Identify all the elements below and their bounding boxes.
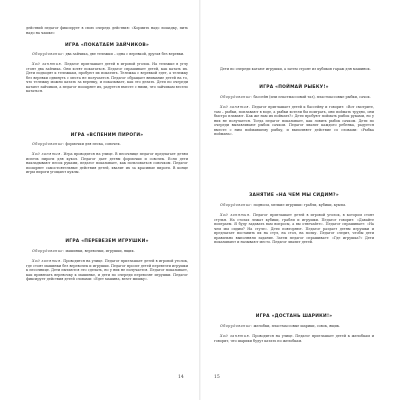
left-section-1-process: Ход занятия. Педагог приглашает детей в игровой уголок. На тележке в углу стоят два зайчика. Они хотят покататься. Педагог спрашивает детей, как катать их. Дети подходят к тележкам, пробуют их покатить. Тележка с веревкой едет, а тележку без веревки сдвинуть с места не получается. Педагог обращает внимание детей на то, что тележку можно катать за веревку, и показывает, как это делать. Дети по очереди катают зайчиков, а педагог поощряет их, радуется вместе с ними, что зайчикам весело кататься.: [26, 62, 188, 94]
right-section-1-process: Ход занятия. Педагог приглашает детей к бассейну и говорит: «Вот смотрите, там – рыбки, поплавают в воде, а рыбки хотели бы поиграть, они поймать трудно, они быстро плавают. Как же нам их поймать?» Дети пробуют поймать рыбок руками, но у них не получается. Тогда педагог показывает, как ловить рыбок сачком. Дети по очереди вылавливают рыбок сачком. Педагог хвалит каждого ребенка, радуется вместе с ним поймавшему рыбку, и выполняет действие со словами: «Рыбка поймана».: [214, 105, 374, 137]
left-section-3-title: ИГРА «ПЕРЕВЕЗЕМ ИГРУШКИ»: [65, 239, 149, 244]
paragraph-label: Оборудование:: [32, 142, 65, 146]
left-intro-text: действий педагог фиксирует в свою очередь действия: «Кормить надо лошадку, пить надо на чашке»: [26, 26, 188, 35]
right-section-2-title: ЗАНЯТИЕ «НА ЧЕМ МЫ СИДИМ?»: [249, 193, 339, 198]
right-section-3-process: Ход занятия. Проводится на улице. Педагог приглашает детей к желобкам и говорит, что шарики будут катать по желобкам.: [214, 334, 374, 343]
left-section-2-title: ИГРА «ВСПЕНИМ ПИРОГИ»: [70, 133, 144, 138]
right-section-1-title: ИГРА «ПОЙМАЙ РЫБКУ!»: [259, 85, 329, 90]
right-page-number: 15: [214, 375, 220, 380]
right-section-2-process: Ход занятия. Педагог приглашает детей в игровой уголок, в котором стоят стулья. На столах лежат кубики, грабли и игрушки. Педагог говорит: «Давайте поиграем. Я буду задавать вам вопросы, а вы отвечайте». Педагог спрашивает: «На чем мы сидим? На стуле». Дети повторяют. Педагог раздает детям игрушки и предлагает поставить их на стул, на стол, на полку. Педагог следит, чтобы дети правильно выполняли задание. Затем педагог спрашивает: «Где игрушка?» Дети показывают и называют место. Педагог хвалит детей.: [214, 213, 374, 245]
right-section-2-equipment: Оборудование: подносы, мелкие игрушки: грабли, кубики, куклы.: [220, 203, 347, 207]
paragraph-label: Ход занятия.: [32, 152, 63, 156]
right-section-3-equipment: Оборудование: желобки, пластмассовые шарики, совок, ящик.: [220, 324, 340, 328]
right-section-1-equipment: Оборудование: бассейн (или пластмассовый таз), пластмассовые рыбки, сачок.: [220, 95, 371, 99]
right-page-column: [214, 0, 374, 400]
paragraph-label: Ход занятия.: [32, 259, 63, 263]
left-section-1-equipment: Оборудование: два зайчика, две тележки – одна с веревкой, другая без веревки.: [32, 52, 185, 56]
paragraph-label: Оборудование:: [220, 95, 253, 99]
left-page-column: [26, 0, 188, 400]
right-section-3-title: ИГРА «ДОСТАНЬ ШАРИКИ!»: [255, 314, 333, 319]
left-section-2-process: Ход занятия. Игра проводится на улице. В песочнице педагог предлагает детям испечь пироги для кукол. Педагог дает детям формочки и совочек. Если дети накладывают песок руками, педагог показывает, как пользоваться совочком. Педагог поощряет самостоятельные действия детей, хвалит их за красивые пироги. В конце игры пироги угощают куклы.: [26, 152, 188, 175]
left-section-1-title: ИГРА «ПОКАТАЕМ ЗАЙЧИКОВ»: [64, 43, 150, 48]
paragraph-label: Ход занятия.: [220, 105, 251, 109]
paragraph-label: Оборудование:: [220, 203, 253, 207]
paragraph-label: Ход занятия.: [220, 334, 251, 338]
left-section-3-equipment: Оборудование: машинки, веревочки, игрушки, ящик.: [32, 249, 135, 253]
paragraph-label: Ход занятия.: [220, 213, 251, 217]
right-page: [200, 0, 400, 400]
right-intro-text: Дети по очереди катают игрушки, а затем строят из кубиков гараж для машинок.: [220, 67, 371, 71]
paragraph-label: Ход занятия.: [32, 62, 63, 66]
left-section-2-equipment: Оборудование: формочки для песка, совочек.: [32, 142, 121, 146]
paragraph-label: Оборудование:: [220, 324, 253, 328]
left-page-number: 14: [178, 375, 184, 380]
paragraph-label: Оборудование:: [32, 52, 65, 56]
paragraph-label: Оборудование:: [32, 249, 65, 253]
left-section-3-process: Ход занятия. Проводится на улице. Педагог приглашает детей в игровой уголок, где стоят машинки без веревочек и игрушки. Педагог просит детей перевезти игрушки к песочнице. Дети пытаются это сделать, но у них не получается. Педагог показывает, как привязать веревочку к машинке, и дети по очереди перевозят игрушки. Педагог фиксирует действия детей словами: «Едет машина, везет мишку».: [26, 259, 188, 282]
